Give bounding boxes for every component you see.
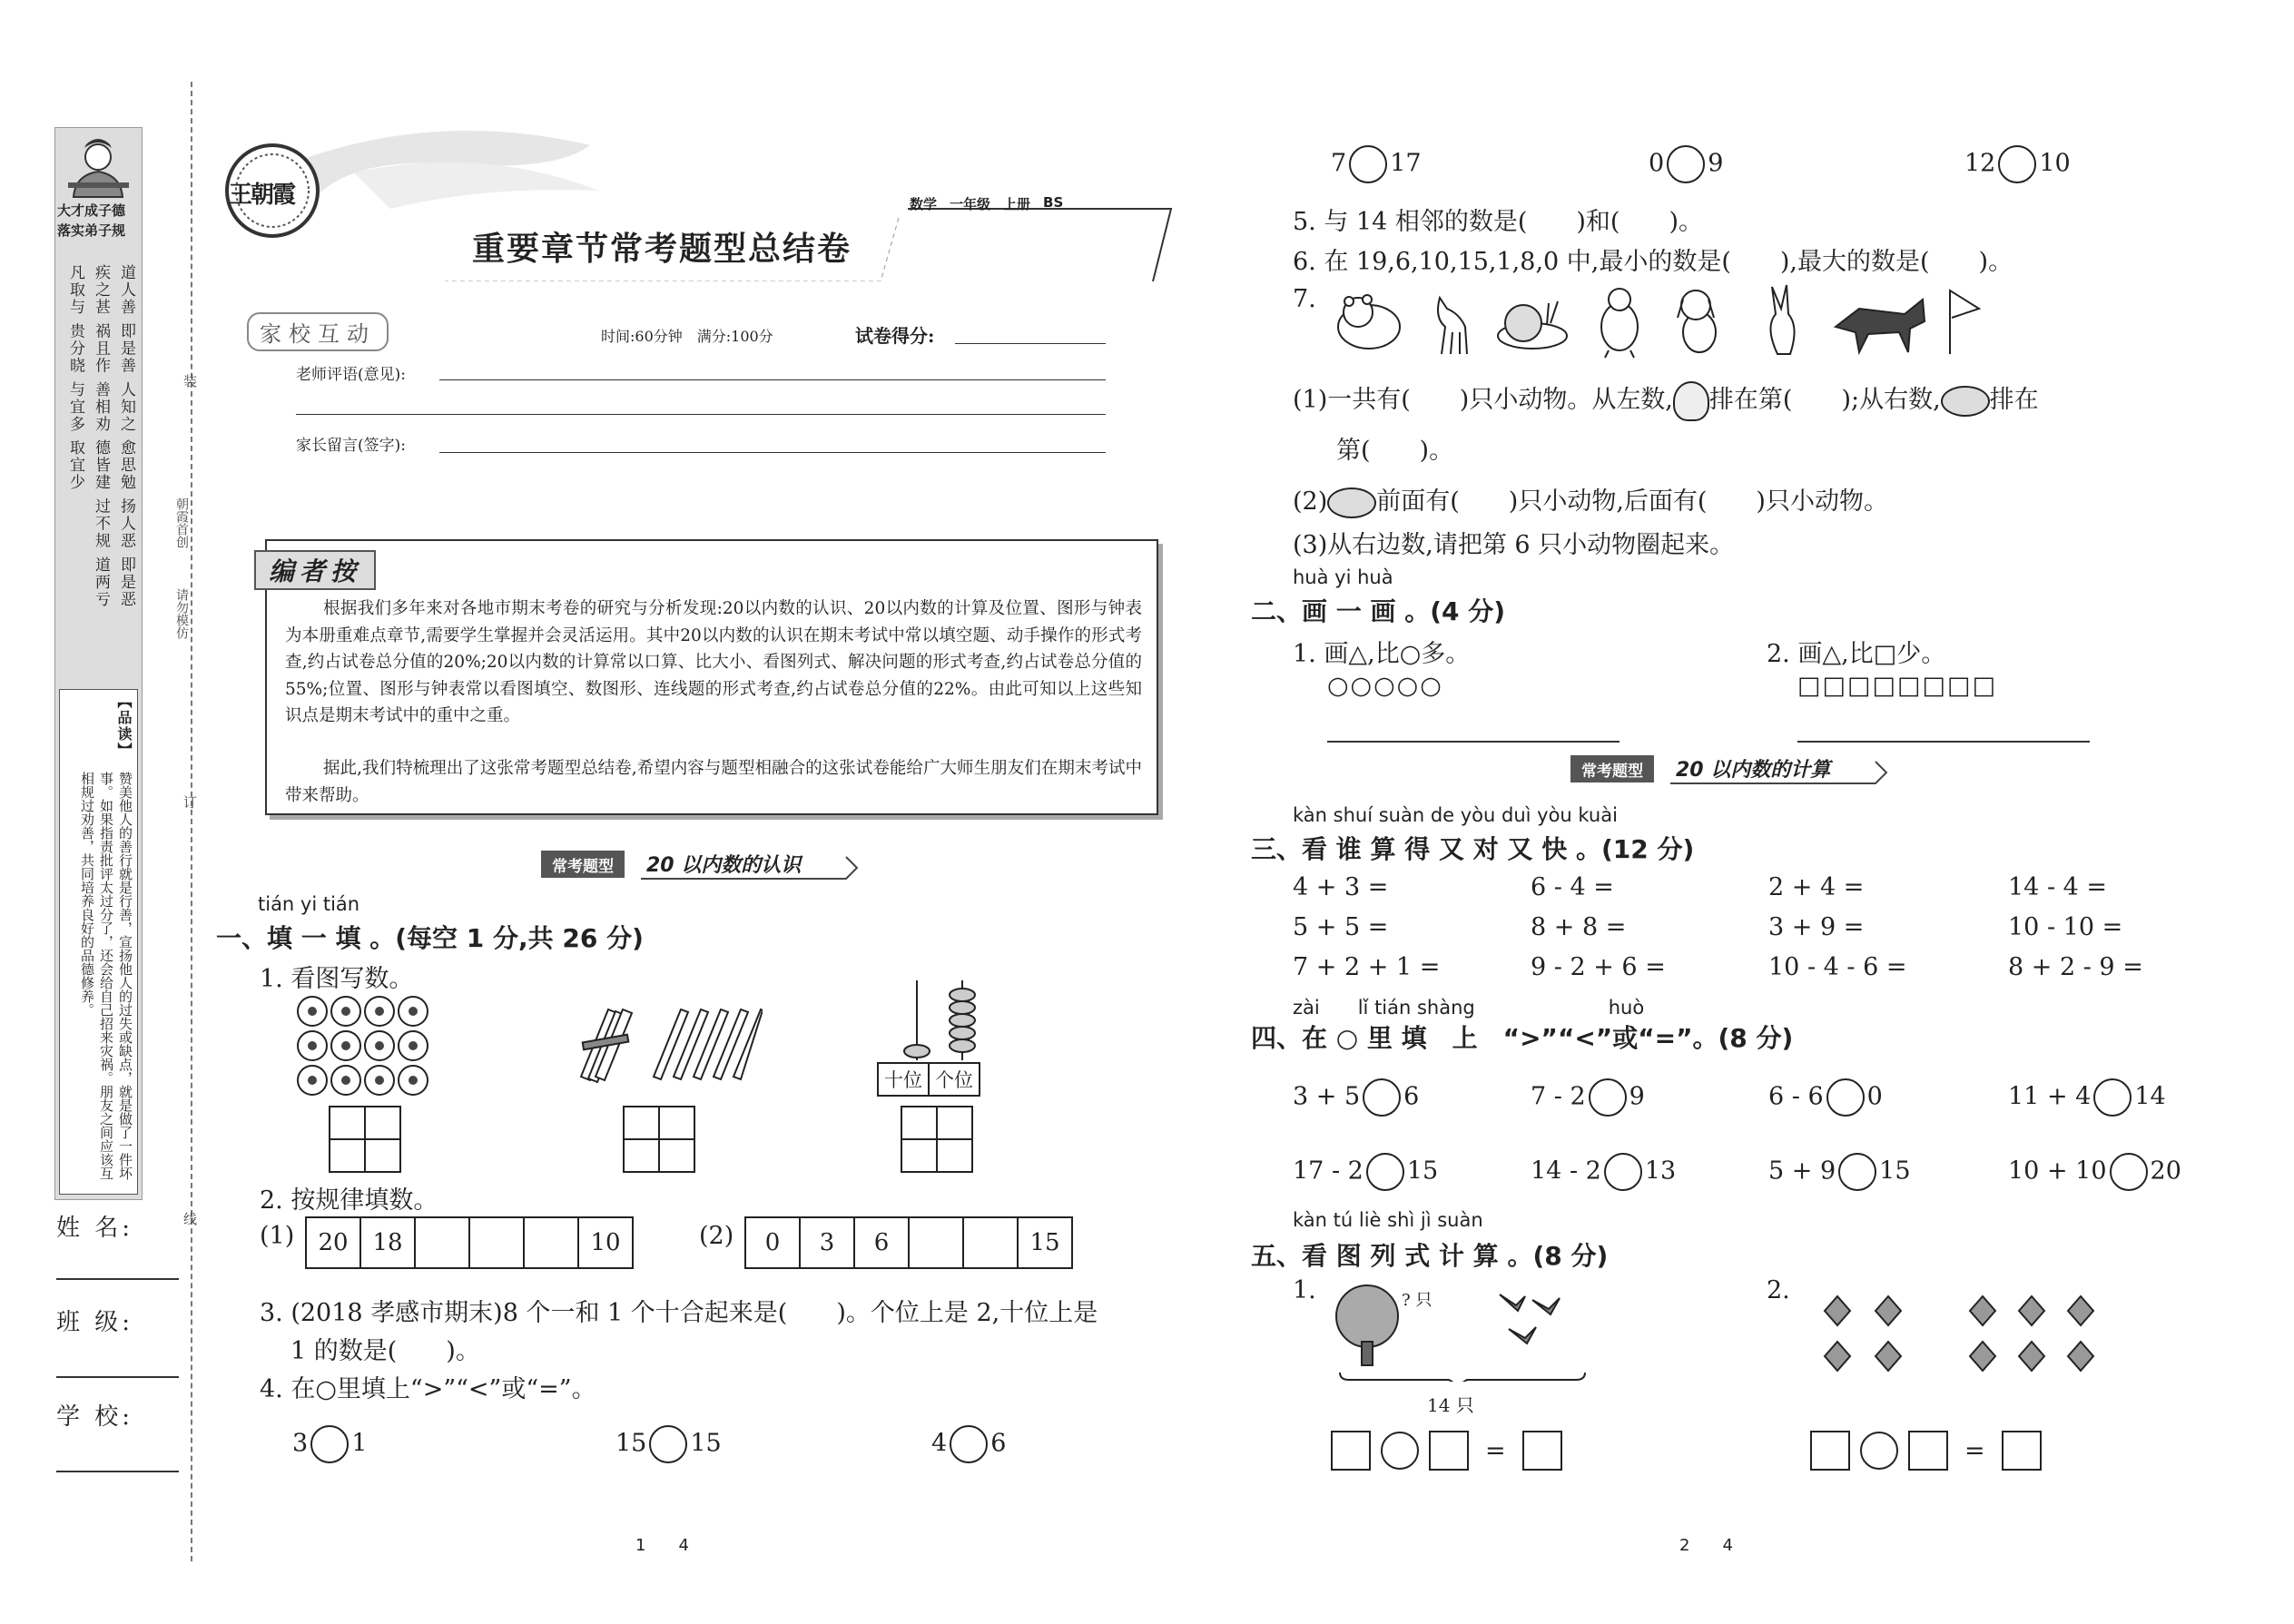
publisher-vertical-1: 朝霞首创 (174, 497, 189, 548)
name-line[interactable] (56, 1278, 179, 1280)
tens-label: 十位 (879, 1064, 930, 1095)
sec2-q1-shapes: ○○○○○ (1327, 672, 1443, 700)
sec2-q2: 2. 画△,比□少。 (1767, 640, 1946, 668)
banner1-arrow (641, 853, 859, 881)
place-value-labels (877, 1062, 980, 1097)
cmp-item: 15 15 (615, 1425, 722, 1463)
calc-item: 4 + 3 = (1293, 873, 1389, 901)
logo-text: 王朝霞 (229, 182, 295, 209)
sec5-pinyin: kàn tú liè shì jì suàn (1293, 1209, 1483, 1231)
sidebar-panel (54, 127, 143, 1200)
seq2-blank[interactable] (910, 1218, 964, 1267)
answer-square[interactable] (1522, 1431, 1562, 1471)
page-title: 重要章节常考题型总结卷 (472, 230, 852, 268)
sec2-q2-answer-line[interactable] (1797, 741, 2090, 743)
q5: 5. 与 14 相邻的数是( )和( )。 (1293, 208, 1703, 236)
sec5-q1-unknown: ? 只 (1402, 1291, 1433, 1310)
ones-label: 个位 (935, 1069, 973, 1091)
cmp4-item: 17 - 2 15 (1293, 1153, 1438, 1191)
compare-circle[interactable] (1604, 1153, 1642, 1191)
compare-circle[interactable] (310, 1425, 349, 1463)
q6: 6. 在 19,6,10,15,1,8,0 中,最小的数是( ),最大的数是( )。 (1293, 248, 2013, 276)
answer-square[interactable] (1908, 1431, 1948, 1471)
seq2-cell: 3 (801, 1218, 855, 1267)
seq2-label: (2) (699, 1222, 734, 1250)
sec2-q1: 1. 画△,比○多。 (1293, 640, 1471, 668)
equals-sign: = (1964, 1436, 1985, 1465)
sec5-title: 五、看 图 列 式 计 算 。(8 分) (1251, 1241, 1609, 1271)
animals-row-picture (1333, 281, 1986, 359)
seq2-cell: 6 (855, 1218, 910, 1267)
sec1-q1: 1. 看图写数。 (260, 965, 414, 993)
calc-item: 7 + 2 + 1 = (1293, 953, 1441, 981)
cmp-top-item: 12 10 (1964, 145, 2071, 183)
sec4-pinyin: zài lǐ tián shàng huò (1293, 997, 1645, 1019)
cmp4-item: 14 - 2 13 (1531, 1153, 1676, 1191)
sec3-pinyin: kàn shuí suàn de yòu duì yòu kuài (1293, 804, 1618, 826)
abacus-picture (890, 977, 989, 1064)
banner1-title: 20 以内数的认识 (646, 854, 802, 877)
sec2-q1-answer-line[interactable] (1327, 741, 1620, 743)
tag-term: 上册 (1003, 196, 1031, 212)
banner2-arrow (1670, 758, 1888, 785)
seq1-cell: 20 (307, 1218, 361, 1267)
sec5-q1: 1. (1293, 1276, 1316, 1304)
sec2-q2-shapes: □□□□□□□□ (1797, 672, 1998, 700)
cmp-item: 4 6 (931, 1425, 1006, 1463)
seq2-cell: 0 (746, 1218, 801, 1267)
calc-item: 14 - 4 = (2008, 873, 2108, 901)
sec5-q1-total: 14 只 (1427, 1394, 1474, 1416)
compare-circle[interactable] (1363, 1078, 1401, 1117)
motto-bottom: 落实弟子规 (57, 222, 126, 239)
cmp4-item: 7 - 2 9 (1531, 1078, 1645, 1117)
poem-col-1: 道人善 即是善 人知之 愈思勉 扬人恶 即是恶 (117, 264, 135, 609)
answer-box-abacus[interactable] (901, 1106, 973, 1173)
calc-item: 5 + 5 = (1293, 913, 1389, 941)
teacher-comment-label: 老师评语(意见): (296, 366, 406, 384)
compare-circle[interactable] (2093, 1078, 2132, 1117)
calc-item: 3 + 9 = (1768, 913, 1865, 941)
seq1-blank[interactable] (470, 1218, 525, 1267)
cmp4-item: 5 + 9 15 (1768, 1153, 1911, 1191)
equation-row-1 (1331, 1431, 1562, 1471)
parent-comment-label: 家长留言(签字): (296, 437, 406, 455)
class-line[interactable] (56, 1376, 179, 1378)
sec1-q4: 4. 在○里填上“>”“<”或“=”。 (260, 1375, 596, 1403)
sec1-pinyin: tián yi tián (258, 893, 360, 915)
q7-2-line: (2) 前面有( )只小动物,后面有( )只小动物。 (1293, 481, 1888, 518)
sec1-q3-line2: 1 的数是( )。 (290, 1337, 480, 1365)
operator-circle[interactable] (1860, 1432, 1898, 1470)
snail-icon (1327, 487, 1376, 518)
sec1-title: 一、填 一 填 。(每空 1 分,共 26 分) (216, 923, 644, 953)
seq1-cell: 10 (590, 1229, 621, 1256)
compare-circle[interactable] (1667, 145, 1705, 183)
sec2-pinyin: huà yi huà (1293, 566, 1393, 588)
seq1-blank[interactable] (525, 1218, 579, 1267)
sec1-q3-line1: 3. (2018 孝感市期末)8 个一和 1 个十合起来是( )。个位上是 2,十位上是 (260, 1299, 1098, 1327)
rabbit-icon (1673, 381, 1709, 421)
tree-birds-picture (1331, 1282, 1594, 1382)
cmp4-item: 10 + 10 20 (2008, 1153, 2181, 1191)
teacher-comment-line-2[interactable] (296, 414, 1106, 415)
q7-1-line: (1)一共有( )只小动物。从左数, 排在第( );从右数, 排在 (1293, 379, 2039, 421)
cut-mark-3: 线 (182, 1212, 198, 1225)
operator-circle[interactable] (1381, 1432, 1419, 1470)
cmp-item: 3 1 (292, 1425, 367, 1463)
sec5-q2: 2. (1767, 1276, 1790, 1304)
compare-circle[interactable] (950, 1425, 988, 1463)
school-label: 学 校: (56, 1403, 134, 1431)
teacher-comment-line-1[interactable] (439, 379, 1106, 380)
school-line[interactable] (56, 1471, 179, 1472)
soccer-balls-picture (296, 995, 430, 1097)
jiaxiao-label: 家校互动 (247, 312, 389, 351)
calc-item: 8 + 2 - 9 = (2008, 953, 2143, 981)
answer-box-balls[interactable] (329, 1106, 401, 1173)
name-label: 姓 名: (56, 1215, 134, 1242)
compare-circle[interactable] (1366, 1153, 1404, 1191)
compare-circle[interactable] (1589, 1078, 1627, 1117)
parent-comment-line[interactable] (439, 452, 1106, 453)
cmp4-item: 3 + 5 6 (1293, 1078, 1419, 1117)
poem-col-3: 凡取与 贵分晓 与宜多 取宜少 (66, 264, 84, 492)
cmp4-item: 6 - 6 0 (1768, 1078, 1883, 1117)
q7-number: 7. (1293, 285, 1316, 313)
q7-3: (3)从右边数,请把第 6 只小动物圈起来。 (1293, 531, 1735, 559)
seq1-boxes (305, 1216, 634, 1269)
calc-item: 6 - 4 = (1531, 873, 1614, 901)
pinwen-text: 赞美他人的善行就是行善，宣扬他人的过失或缺点，就是做了一件坏事。如果指责批评太过分了，还会给自己招来灾祸。朋友之间应该互相规过劝善，共同培养良好的品德修养。 (79, 772, 133, 1180)
equation-row-2 (1810, 1431, 2042, 1471)
q7-1-line2: 第( )。 (1336, 437, 1454, 465)
seq2-boxes (744, 1216, 1073, 1269)
cmp-top-item: 7 17 (1331, 145, 1422, 183)
snail-icon (1941, 386, 1990, 417)
seq1-label: (1) (260, 1222, 295, 1250)
poem-col-2: 疾之甚 祸且作 善相劝 德皆建 过不规 道两亏 (92, 264, 110, 609)
compare-circle[interactable] (1349, 145, 1387, 183)
banner1-tag: 常考题型 (541, 851, 625, 878)
seq1-cell: 18 (361, 1218, 416, 1267)
tag-edition: BS (1043, 194, 1064, 211)
compare-circle[interactable] (649, 1425, 687, 1463)
seq1-blank[interactable] (416, 1218, 470, 1267)
sticks-bundle-picture (572, 1002, 763, 1084)
page-number-right: 2 4 (1679, 1536, 1733, 1555)
pinwen-box (59, 689, 138, 1195)
publisher-vertical-2: 请勿模仿 (174, 588, 189, 639)
time-info: 时间:60分钟 满分:100分 (601, 328, 773, 345)
calc-item: 8 + 8 = (1531, 913, 1627, 941)
sec3-title: 三、看 谁 算 得 又 对 又 快 。(12 分) (1251, 834, 1695, 864)
score-label: 试卷得分: (855, 325, 935, 347)
subject-tags (910, 194, 1063, 213)
editor-note-para1: 根据我们多年来对各地市期末考卷的研究与分析发现:20以内数的认识、20以内数的计算及位置、图形与钟表为本册重难点章节,需要学生掌握并会灵活运用。其中20以内数的认识在期末考试中常以填空题、动手操作的形式考查,约占试卷总分值的20%;20以内数的计算常以口算、比大小、看图列式、解决问题的形式考查,约占试卷总分值的55%;位置、图形与钟表常以看图填空、数图形、连线题的形式考查,约占试卷总分值的22%。由此可知以上这些知识点是期末考试中的重中之重。 (285, 599, 1142, 725)
editor-note-para2: 据此,我们特梳理出了这张常考题型总结卷,希望内容与题型相融合的这张试卷能给广大师生朋友们在期末考试中带来帮助。 (285, 759, 1142, 805)
score-line[interactable] (955, 343, 1106, 344)
class-label: 班 级: (56, 1309, 134, 1336)
answer-square[interactable] (1429, 1431, 1469, 1471)
calc-item: 9 - 2 + 6 = (1531, 953, 1666, 981)
seq2-cell: 15 (1029, 1229, 1060, 1256)
calc-item: 10 - 4 - 6 = (1768, 953, 1907, 981)
seq2-blank[interactable] (964, 1218, 1019, 1267)
editor-note-label: 编者按 (254, 550, 376, 590)
page-number-left: 1 4 (635, 1536, 689, 1555)
cmp4-item: 11 + 4 14 (2008, 1078, 2166, 1117)
tag-subject: 数学 (910, 196, 938, 212)
banner2-title: 20 以内数的计算 (1676, 759, 1831, 782)
cut-mark-2: 订 (182, 795, 198, 809)
answer-square[interactable] (1331, 1431, 1371, 1471)
pinwen-label: 【品读】 (115, 694, 133, 759)
cmp-top-item: 0 9 (1649, 145, 1723, 183)
motto-top: 大才成子德 (57, 202, 126, 219)
calc-item: 10 - 10 = (2008, 913, 2123, 941)
compare-circle[interactable] (1838, 1153, 1876, 1191)
sec1-q2: 2. 按规律填数。 (260, 1186, 438, 1215)
answer-box-sticks[interactable] (623, 1106, 695, 1173)
tag-grade: 一年级 (950, 196, 991, 212)
compare-circle[interactable] (1826, 1078, 1865, 1117)
cut-line (191, 82, 192, 1561)
sec2-title: 二、画 一 画 。(4 分) (1251, 596, 1506, 626)
answer-square[interactable] (2002, 1431, 2042, 1471)
leaves-picture (1807, 1289, 2097, 1380)
compare-circle[interactable] (2110, 1153, 2148, 1191)
banner2-tag: 常考题型 (1570, 755, 1654, 782)
calc-item: 2 + 4 = (1768, 873, 1865, 901)
compare-circle[interactable] (1998, 145, 2036, 183)
scholar-illustration (64, 135, 133, 199)
equals-sign: = (1485, 1436, 1506, 1465)
sec4-title: 四、在 ○ 里 填 上 “>”“<”或“=”。(8 分) (1251, 1023, 1794, 1053)
cut-mark-1: 装 (182, 374, 198, 388)
answer-square[interactable] (1810, 1431, 1850, 1471)
